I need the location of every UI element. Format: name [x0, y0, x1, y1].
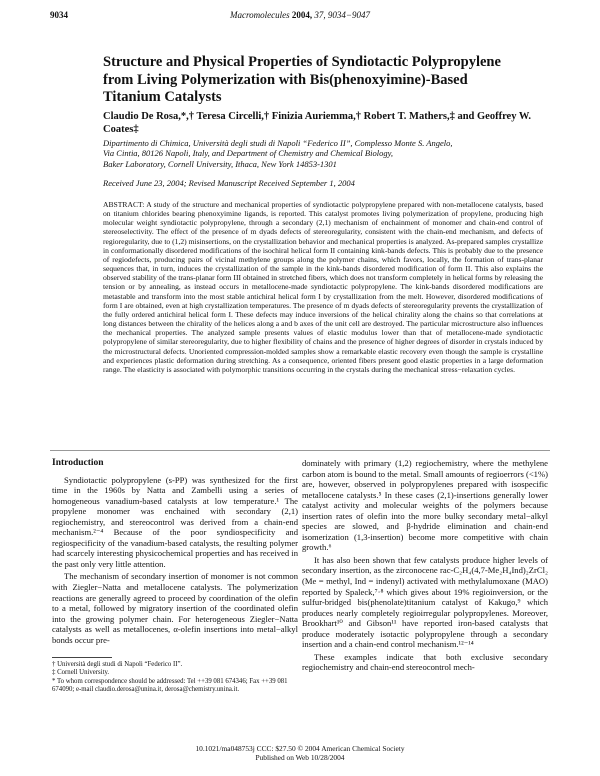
affiliations — [103, 138, 543, 169]
page-number: 9034 — [50, 10, 68, 20]
right-column — [302, 458, 548, 675]
footnote: ‡ Cornell University. — [52, 669, 110, 677]
affiliation-line: Baker Laboratory, Cornell University, Ithaca, New York 14853-1301 — [103, 158, 337, 169]
footnotes — [52, 661, 298, 694]
journal-year: 2004, — [291, 10, 313, 20]
journal-name: Macromolecules — [230, 10, 290, 20]
author-list: Claudio De Rosa,*,† Teresa Circelli,† Finizia Auriemma,† Robert T. Mathers,‡ and Geoffrey W. Coates‡ — [103, 111, 532, 135]
received-dates: Received June 23, 2004; Revised Manuscript Received September 1, 2004 — [103, 178, 355, 188]
page-header — [50, 10, 550, 24]
left-column — [52, 458, 298, 647]
footnote-divider — [52, 657, 112, 658]
journal-pages: 9034−9047 — [327, 10, 370, 20]
page-footer — [50, 744, 550, 762]
abstract: ABSTRACT: A study of the structure and mechanical properties of syndiotactic polypropylene prepared with non-metallocene catalysts, based on titanium chlorides bearing phenoxyimine ligands, is reported. This catalyst promotes living polymerization of propylene, producing high molecular weight syndiotactic polypropylene, through a secondary (2,1) mechanism of enchainment of monomer and chain-end control of stereoselectivity. The effect of the presence of m dyads defects of stereoregularity, consistent with the chain-end mechanism, and defects of regioregularity, due to (1,2) misinsertions, on the crystallization behavior and mechanical properties is analyzed. As-prepared samples crystallize in conformationally disordered modifications of the isochiral helical form II containing kink-bands defects. This is probably due to the presence of regiodefects, producing pairs of vicinal methylene groups along the polymer chains, which favors, locally, the formation of trans-planar sequences that, in turn, induces the crystallization of the sample in the kink-bands disordered modification of form II. This also explains the observed stability of the trans-planar form III obtained in stretched fibers, which does not transform completely in helical forms by releasing the tension or by annealing, as instead occurs in metallocene-made syndiotactic polypropylene. The kink-bands disordered modifications are metastable and transform into the most stable antichiral helical form I by crystallization from the melt. However, disordered modifications of form I are obtained, even at high crystallization temperatures. The presence of m dyads defects of stereoregularity prevents the crystallization of the fully ordered antichiral helical form I. These defects may induce inversions of the helical chirality along the chains so that correlations at long distances between the chirality of the helices along a and b axes of the unit cell are destroyed. The particular microstructure also influences the mechanical properties. The analyzed sample presents values of elastic modulus lower than that of metallocene-made syndiotactic polypropylene of similar stereoregularity, due to higher flexibility of chains and the presence of higher degrees of disorder in crystals induced by the microstructural defects. Unoriented compression-molded samples show a remarkable elastic recovery even though the sample is crystalline and experiences plastic deformation during stretching. As a consequence, oriented fibers present good elastic properties in a large deformation range. The elasticity is associated with polymorphic transitions occurring in the crystals during the mechanical stress−relaxation cycles. — [103, 200, 543, 374]
paragraph: dominately with primary (1,2) regiochemistry, where the methylene carbon atom is bound to the metal. Small amounts of regioerrors (<1%) are, however, observed in polypropylenes prepared with isospecific metallocene catalysts.⁵ In these cases (2,1)-insertions generally lower catalyst activity and molecular weights of the polymers because insertion rates of olefin into the more bulky secondary metal−alkyl species are slowed, and β-hydride elimination and chain-end isomerization (1,3-insertion) become more competitive with chain growth.⁶ — [302, 458, 548, 553]
affiliation-line: Dipartimento di Chimica, Università degli studi di Napoli “Federico II”, Complesso Monte S. Angelo, — [103, 138, 453, 148]
paragraph: The mechanism of secondary insertion of monomer is not common with Ziegler−Natta and metallocene catalysts. The polymerization reactions are generally agreed to proceed by coordination of the olefin to a metal, followed by migratory insertion of the coordinated olefin into the growing polymer chain. For heterogeneous Ziegler−Natta catalysts as well as metallocenes, α-olefin insertions into metal−alkyl bonds occur pre- — [52, 571, 298, 645]
journal-citation — [50, 10, 550, 20]
footnote: * To whom correspondence should be addressed: Tel ++39 081 674346; Fax ++39 081 674090; e-mail claudio.derosa@unina.it, derosa@chemistry.unina.it. — [52, 677, 288, 693]
paragraph: Syndiotactic polypropylene (s-PP) was synthesized for the first time in the 1960s by Natta and Zambelli using a series of homogeneous vanadium-based catalysts at low temperature.¹ The propylene monomer was enchained with secondary (2,1) regiochemistry, and stereocontrol was derived from a chain-end mechanism.²⁻⁴ Because of the poor syndiospecificity and regiospecificity of the vanadium-based catalysts, the resulting polymer had scarcely interesting physicochemical properties and has received in the past only very little attention. — [52, 474, 298, 569]
section-divider — [50, 450, 550, 451]
section-heading: Introduction — [52, 458, 104, 468]
doi-line: 10.1021/ma048753j CCC: $27.50 © 2004 American Chemical Society — [195, 744, 405, 753]
published-line: Published on Web 10/28/2004 — [255, 753, 345, 762]
paragraph: These examples indicate that both exclusive secondary regiochemistry and chain-end stereocontrol mech- — [302, 651, 548, 673]
paragraph: It has also been shown that few catalysts produce higher levels of secondary insertion, as the zirconocene rac-C₂H₄(4,7-Me₂H₄Ind)₂ZrCl₂ (Me = methyl, Ind = indenyl) activated with methylalumoxane (MAO) reported by Spaleck,⁷·⁸ which gives about 19% regioinversion, or the sulfur-bridged bis(phenolate)titanium catalyst of Kakugo,⁹ which produces nearly completely regioirregular polypropylenes. Moreover, Brookhart¹⁰ and Gibson¹¹ have reported iron-based catalysts that produce moderately isotactic polypropylene through a secondary insertion and a chain-end control mechanism.¹²⁻¹⁴ — [302, 554, 548, 650]
article-title: Structure and Physical Properties of Syndiotactic Polypropylene from Living Polymerization with Bis(phenoxyimine)-Based Titanium Catalysts — [103, 54, 501, 105]
affiliation-line: Via Cintia, 80126 Napoli, Italy, and Department of Chemistry and Chemical Biology, — [103, 148, 394, 159]
footnote: † Università degli studi di Napoli “Federico II”. — [52, 661, 183, 668]
journal-volume: 37, — [314, 10, 326, 20]
